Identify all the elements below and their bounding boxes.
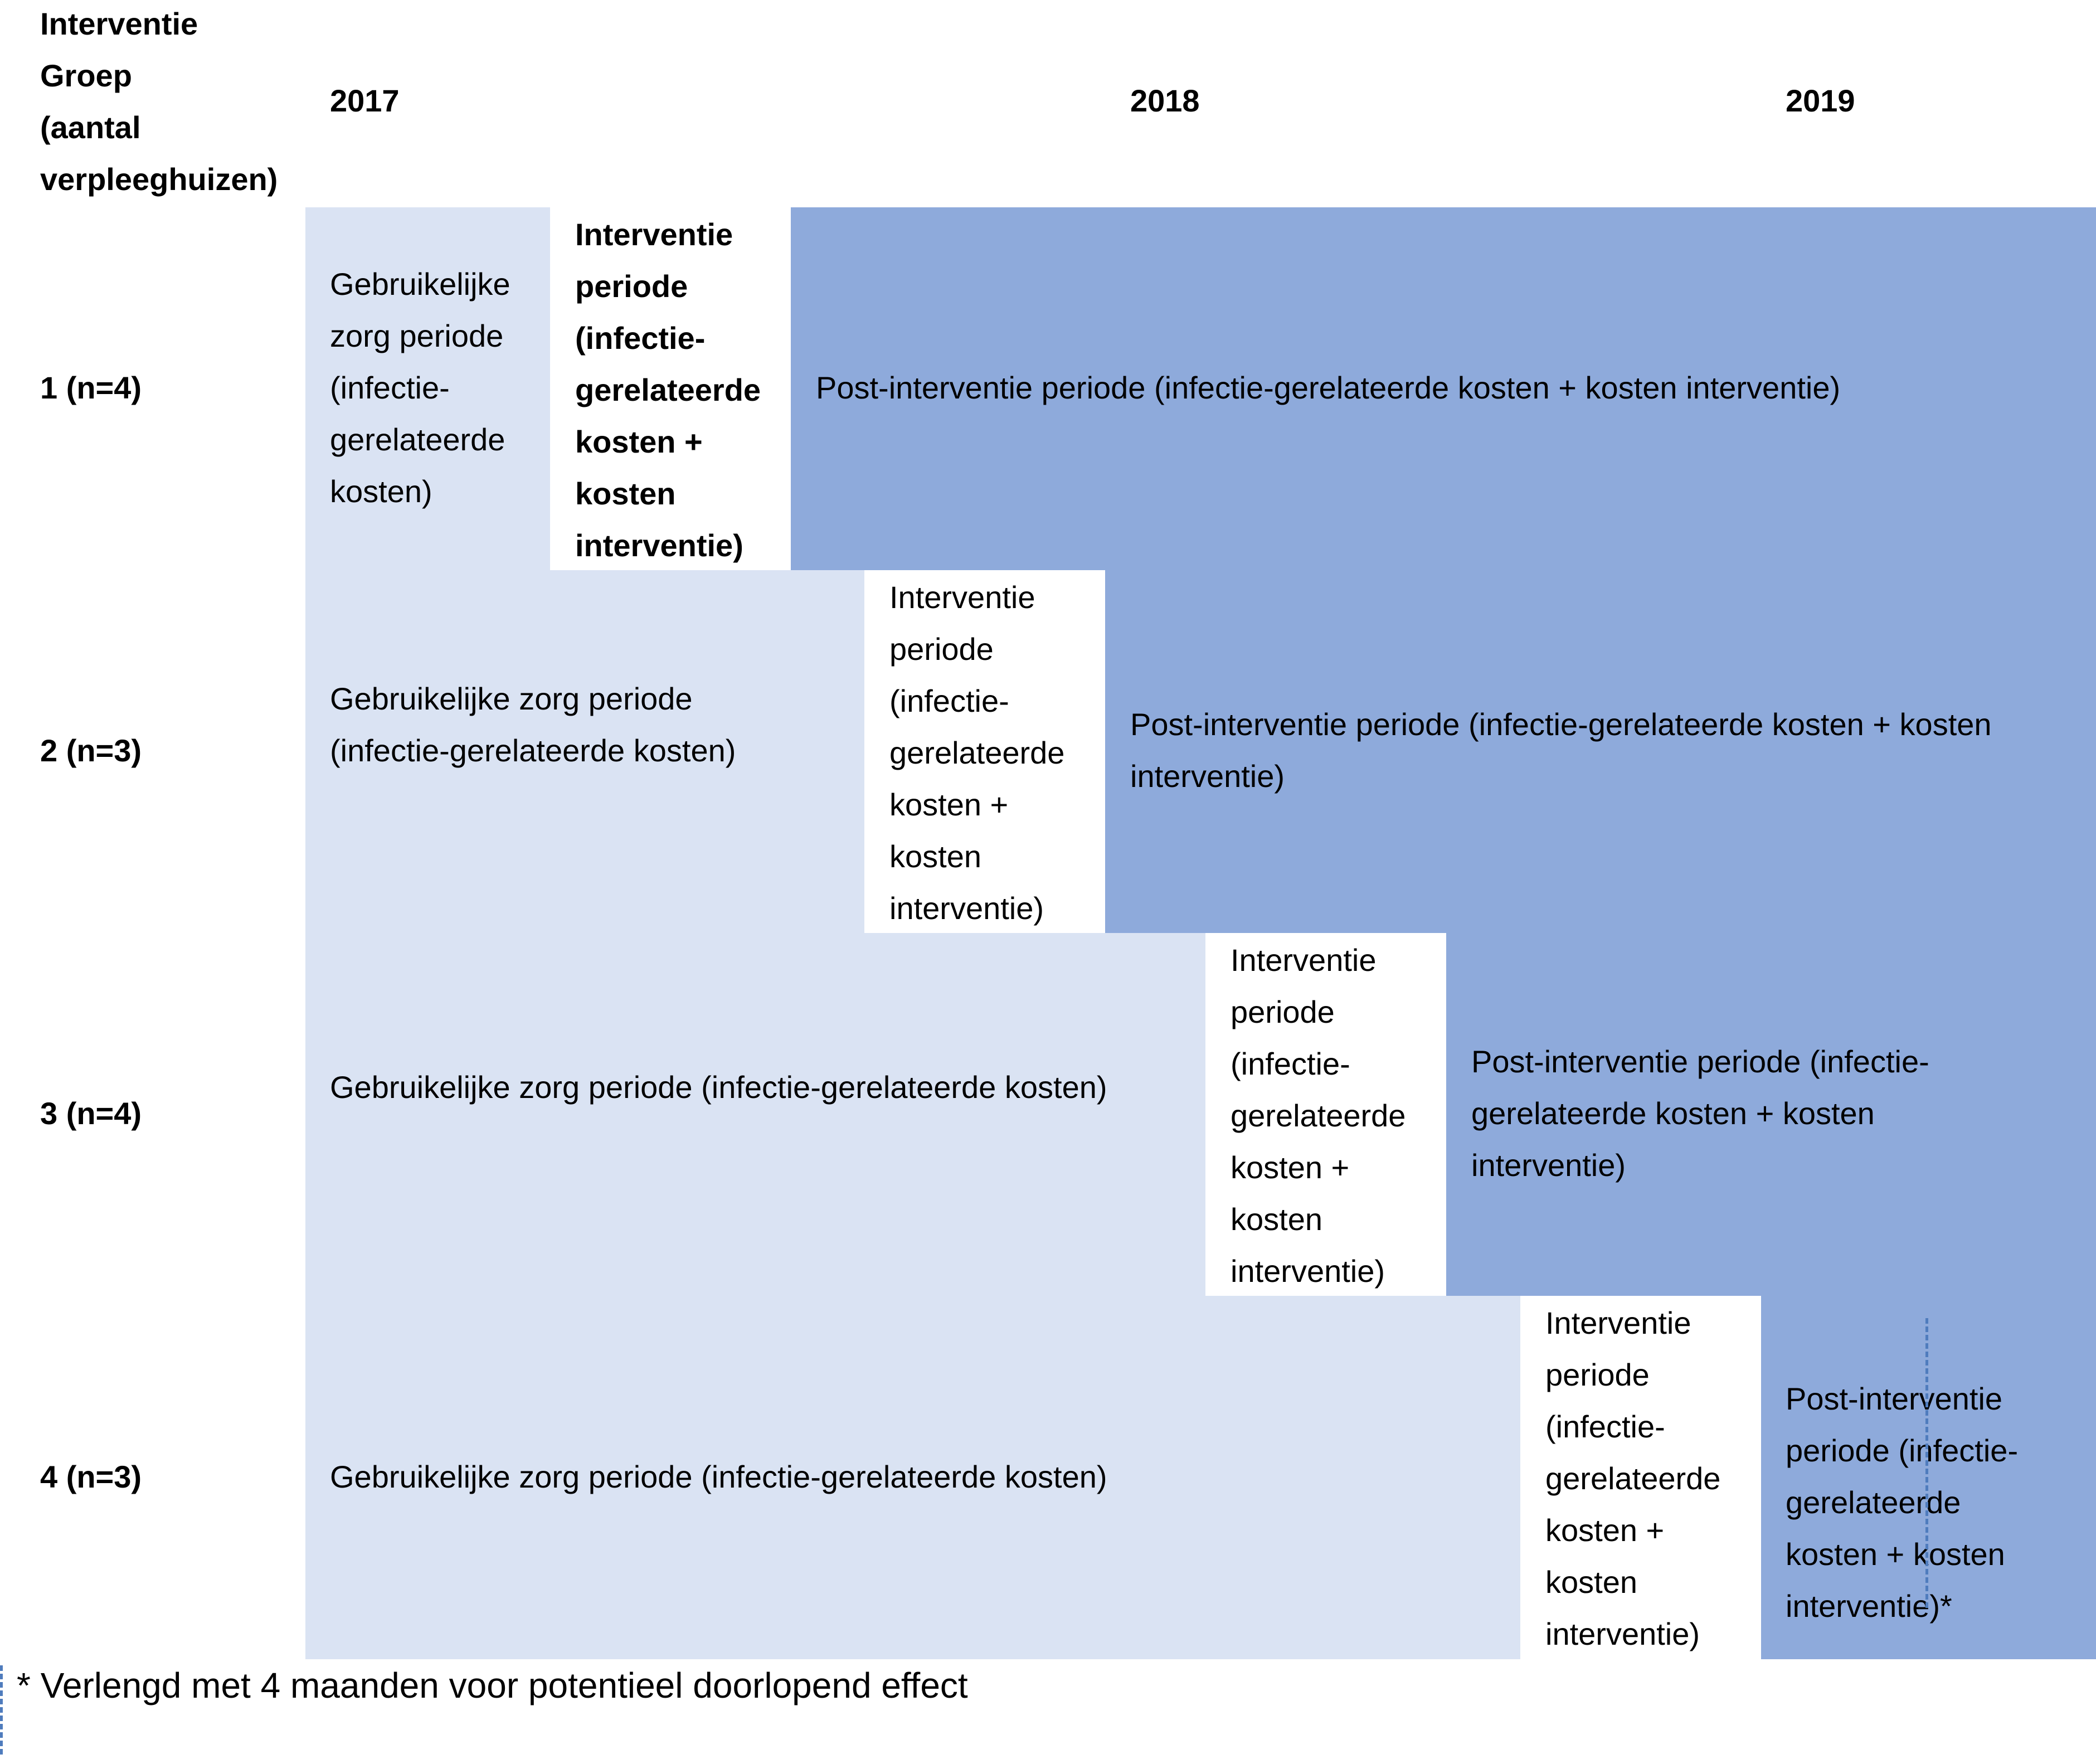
row-4-intervention-line: kosten (1545, 1564, 1637, 1600)
row-4-post-line: gerelateerde (1786, 1485, 1961, 1520)
row-1-usual-care-line: Gebruikelijke (330, 266, 510, 302)
row-1-intervention-line: Interventie (575, 217, 733, 252)
footnote-dashed-line (0, 1665, 3, 1755)
row-4-intervention-line: (infectie- (1545, 1409, 1665, 1444)
year-2018-label: 2018 (1130, 83, 1200, 118)
row-3-intervention-block (1205, 933, 1446, 1296)
row-3-intervention-line: Interventie (1231, 942, 1377, 978)
row-1-post-line: Post-interventie periode (infectie-gerelateerde kosten + kosten interventie) (816, 370, 1841, 405)
row-2-intervention-line: gerelateerde (889, 735, 1065, 770)
row-3-label: 3 (n=4) (40, 1096, 142, 1131)
row-3-intervention-line: (infectie- (1231, 1046, 1350, 1081)
year-2019-label: 2019 (1786, 83, 1855, 118)
row-2-intervention-line: periode (889, 631, 994, 667)
row-1-intervention-line: interventie) (575, 528, 743, 563)
extension-dashed-line (1925, 1318, 1928, 1608)
row-3-intervention-line: periode (1231, 994, 1335, 1029)
row-4-post-line: kosten + kosten (1786, 1537, 2005, 1572)
row-2-usual-care-label (330, 673, 736, 776)
group-column-header-line: Interventie (40, 6, 198, 41)
row-2-label: 2 (n=3) (40, 733, 142, 768)
row-2-intervention-line: kosten + (889, 787, 1009, 822)
row-4-post-line: interventie)* (1786, 1588, 1952, 1624)
row-4-intervention-line: gerelateerde (1545, 1461, 1721, 1496)
row-2-intervention-line: Interventie (889, 580, 1035, 615)
row-2-post-line: Post-interventie periode (infectie-gerelateerde kosten + kosten (1130, 707, 1992, 742)
row-2-post-intervention-label (1130, 698, 1992, 802)
row-1-label: 1 (n=4) (40, 370, 142, 405)
row-3-usual-care-line: Gebruikelijke zorg periode (infectie-gerelateerde kosten) (330, 1070, 1107, 1105)
row-1-post-intervention-label (816, 362, 1840, 414)
group-column-header-line: (aantal (40, 110, 141, 145)
row-2-usual-care-line: Gebruikelijke zorg periode (330, 681, 693, 716)
row-4-usual-care-line: Gebruikelijke zorg periode (infectie-gerelateerde kosten) (330, 1459, 1107, 1494)
row-4-post-line: Post-interventie (1786, 1381, 2003, 1416)
row-4-intervention-label (1545, 1297, 1720, 1660)
row-2-intervention-label (889, 571, 1064, 934)
row-4-post-intervention-label (1786, 1373, 2018, 1632)
row-1-intervention-line: kosten (575, 476, 676, 511)
usual-care-row3-fill (305, 933, 1205, 1296)
year-2017-label: 2017 (330, 83, 400, 118)
row-1-intervention-line: periode (575, 269, 688, 304)
row-2-intervention-line: interventie) (889, 891, 1044, 926)
row-1-usual-care-line: gerelateerde (330, 422, 505, 457)
row-3-post-intervention-label (1471, 1036, 1929, 1191)
row-2-usual-care-line: (infectie-gerelateerde kosten) (330, 733, 736, 768)
row-3-post-line: gerelateerde kosten + kosten (1471, 1096, 1875, 1131)
row-4-intervention-line: periode (1545, 1357, 1650, 1392)
row-2-post-line: interventie) (1130, 759, 1285, 794)
row-3-usual-care-label (330, 1061, 1107, 1113)
group-column-header-line: verpleeghuizen) (40, 162, 278, 197)
row-4-post-line: periode (infectie- (1786, 1433, 2019, 1468)
row-4-usual-care-label (330, 1451, 1107, 1503)
row-1-usual-care-line: kosten) (330, 474, 432, 509)
row-2-intervention-block (864, 570, 1105, 933)
row-4-intervention-block (1520, 1296, 1761, 1659)
row-3-intervention-line: kosten (1231, 1202, 1322, 1237)
row-3-post-line: Post-interventie periode (infectie- (1471, 1044, 1929, 1079)
row-1-usual-care-line: (infectie- (330, 370, 450, 405)
row-1-usual-care-label (330, 258, 510, 517)
group-column-header (40, 0, 278, 205)
row-3-intervention-label (1231, 934, 1406, 1297)
row-1-intervention-line: gerelateerde (575, 372, 761, 407)
row-2-intervention-line: (infectie- (889, 683, 1009, 718)
row-1-intervention-line: (infectie- (575, 320, 706, 356)
row-3-intervention-line: interventie) (1231, 1253, 1385, 1289)
row-4-intervention-line: kosten + (1545, 1513, 1665, 1548)
row-1-intervention-label (575, 208, 761, 571)
row-3-post-line: interventie) (1471, 1148, 1626, 1183)
group-column-header-line: Groep (40, 58, 132, 93)
row-3-intervention-line: kosten + (1231, 1150, 1350, 1185)
row-1-usual-care-line: zorg periode (330, 318, 504, 353)
row-2-intervention-line: kosten (889, 839, 981, 874)
row-4-label: 4 (n=3) (40, 1459, 142, 1494)
footnote: * Verlengd met 4 maanden voor potentieel doorlopend effect (17, 1665, 968, 1705)
row-4-intervention-line: interventie) (1545, 1616, 1700, 1651)
row-3-intervention-line: gerelateerde (1231, 1098, 1406, 1133)
row-1-intervention-block (550, 207, 791, 570)
row-1-intervention-line: kosten + (575, 424, 703, 459)
row-4-intervention-line: Interventie (1545, 1305, 1691, 1340)
